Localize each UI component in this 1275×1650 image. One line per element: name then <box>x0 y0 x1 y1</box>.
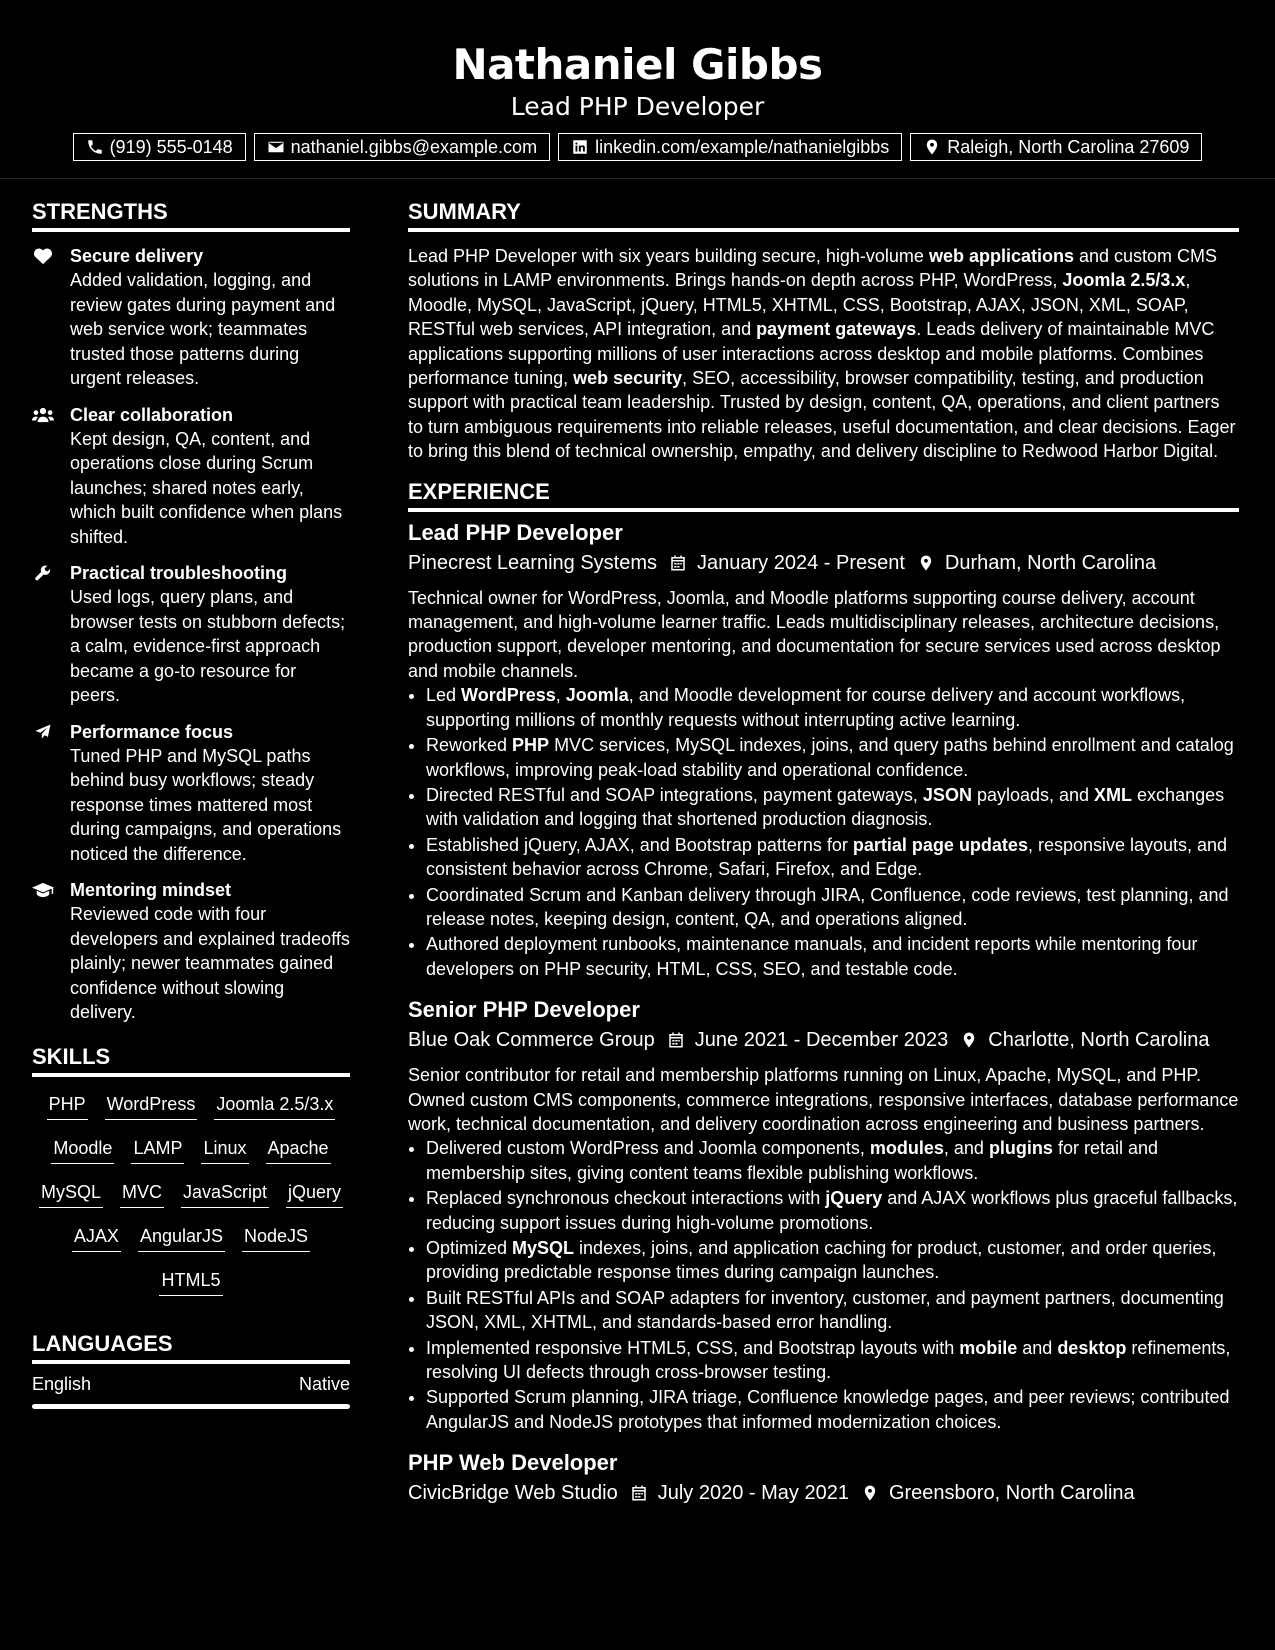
skills-list <box>32 1089 350 1296</box>
strength-title: Performance focus <box>70 721 234 742</box>
strength-item <box>32 878 350 1025</box>
phone-icon <box>86 138 104 156</box>
header-divider <box>0 178 1275 179</box>
contact-text: Raleigh, North Carolina 27609 <box>947 136 1190 157</box>
strength-description: Added validation, logging, and review gates during payment and web service work; teammates trusted those patterns during urgent releases. <box>70 270 336 388</box>
skill-tag: MVC <box>120 1180 164 1208</box>
skill-tag: Apache <box>266 1136 331 1164</box>
skill-tag: WordPress <box>105 1092 198 1120</box>
strength-description: Kept design, QA, content, and operations close during Scrum launches; shared notes early, which built confidence when plans shifted. <box>70 428 343 547</box>
strength-description: Tuned PHP and MySQL paths behind busy workflows; steady response times mattered most during campaigns, and operations noticed the difference. <box>70 745 342 864</box>
summary-text: Lead PHP Developer with six years building secure, high-volume web applications and custom CMS solutions in LAMP environments. Brings hands-on depth across PHP, WordPress, Joomla 2.5/3.x, Moodle, MySQL, JavaScript, jQuery, HTML5, XHTML, CSS, Bootstrap, AJAX, JSON, XML, SOAP, RESTful web services, API integration, and payment gateways. Leads delivery of maintainable MVC applications supporting millions of user interactions across desktop and mobile platforms. Combines performance tuning, web security, SEO, accessibility, browser compatibility, testing, and production support with practical team leadership. Trusted by design, content, QA, operations, and client partners to turn ambiguous requirements into reliable releases, useful documentation, and clear decisions. Eager to bring this blend of technical ownership, empathy, and delivery discipline to Redwood Harbor Digital. <box>408 246 1236 462</box>
map-pin-icon <box>948 1030 988 1050</box>
strength-item <box>32 244 350 391</box>
job-company: Pinecrest Learning Systems <box>408 551 658 574</box>
strength-item <box>32 720 350 867</box>
job-bullet: • Coordinated Scrum and Kanban delivery through JIRA, Confluence, code reviews, test planning, and release notes, keeping design, content, QA, and operations aligned. <box>426 883 1239 932</box>
skill-tag: LAMP <box>131 1136 184 1164</box>
job-company: Blue Oak Commerce Group <box>408 1029 655 1052</box>
strength-title: Mentoring mindset <box>70 880 231 900</box>
strength-item <box>32 561 350 708</box>
contact-map-pin[interactable] <box>910 133 1202 161</box>
left-column <box>32 198 350 1409</box>
right-column <box>408 198 1239 1522</box>
map-pin-icon <box>905 553 945 573</box>
job-entry <box>408 518 1239 982</box>
strength-description: Used logs, query plans, and browser tests on stubborn defects; a calm, evidence-first approach became a go-to resource for peers. <box>70 587 346 705</box>
skill-tag: HTML5 <box>159 1268 222 1296</box>
languages-heading: LANGUAGES <box>32 1330 350 1364</box>
graduation-cap-icon <box>32 878 56 1025</box>
skill-tag: PHP <box>47 1092 88 1120</box>
job-bullet: • Supported Scrum planning, JIRA triage, Confluence knowledge pages, and peer reviews; contributed AngularJS and NodeJS prototypes that informed modernization choices. <box>426 1385 1239 1434</box>
job-entry <box>408 995 1239 1434</box>
job-description: Technical owner for WordPress, Joomla, and Moodle platforms supporting course delivery, account management, and high-volume learner traffic. Leads multidisciplinary releases, architecture decisions, production support, developer mentoring, and documentation for secure services used across desktop and mobile channels. <box>408 587 1221 681</box>
paper-plane-icon <box>32 720 56 867</box>
skill-tag: AngularJS <box>138 1224 225 1252</box>
job-bullet: • Authored deployment runbooks, maintenance manuals, and incident reports while mentoring four developers on PHP security, HTML, CSS, SEO, and testable code. <box>426 932 1239 981</box>
job-meta <box>408 1478 1239 1508</box>
strength-item <box>32 403 350 550</box>
skill-tag: NodeJS <box>242 1224 310 1252</box>
job-bullet: • Reworked PHP MVC services, MySQL indexes, joins, and query paths behind enrollment and catalog workflows, improving peak-load stability and operational confidence. <box>426 733 1239 782</box>
calendar-icon <box>655 1030 695 1050</box>
job-description: Senior contributor for retail and membership platforms running on Linux, Apache, MySQL, and PHP. Owned custom CMS components, commerce integrations, responsive interfaces, database performance work, technical documentation, and delivery coordination across engineering and business partners. <box>408 1065 1239 1134</box>
calendar-icon <box>618 1483 658 1503</box>
job-dates: July 2020 - May 2021 <box>657 1482 849 1505</box>
contact-phone[interactable] <box>73 133 246 161</box>
contact-text: nathaniel.gibbs@example.com <box>290 136 538 157</box>
skill-tag: Moodle <box>51 1136 114 1164</box>
job-title: Lead PHP Developer <box>408 519 623 545</box>
skill-tag: MySQL <box>39 1180 103 1208</box>
skill-tag: Joomla 2.5/3.x <box>214 1092 335 1120</box>
skill-tag: Linux <box>201 1136 248 1164</box>
job-location: Greensboro, North Carolina <box>888 1482 1135 1505</box>
candidate-title: Lead PHP Developer <box>510 92 765 121</box>
resume-header <box>0 0 1275 161</box>
contact-text: linkedin.com/example/nathanielgibbs <box>595 136 890 157</box>
linkedin-icon <box>571 138 589 156</box>
heart-icon <box>32 244 56 391</box>
job-title: Senior PHP Developer <box>408 997 640 1023</box>
job-bullet: • Built RESTful APIs and SOAP adapters for inventory, customer, and payment partners, documenting JSON, XML, XHTML, and standards-based error handling. <box>426 1286 1239 1335</box>
job-bullets <box>408 683 1239 981</box>
job-entry <box>408 1448 1239 1508</box>
language-level: Native <box>298 1373 350 1394</box>
skill-tag: jQuery <box>286 1180 343 1208</box>
strengths-list <box>32 244 350 1025</box>
job-title: PHP Web Developer <box>408 1450 618 1476</box>
skills-heading: SKILLS <box>32 1043 350 1077</box>
job-meta <box>408 548 1239 578</box>
experience-list <box>408 518 1239 1509</box>
job-bullet: • Optimized MySQL indexes, joins, and application caching for product, customer, and order queries, providing predictable response times during campaign launches. <box>426 1236 1239 1285</box>
contact-linkedin[interactable] <box>558 133 902 161</box>
languages-list <box>32 1368 350 1409</box>
language-item <box>32 1368 350 1396</box>
job-location: Durham, North Carolina <box>944 551 1157 574</box>
job-dates: January 2024 - Present <box>697 551 905 574</box>
skill-tag: JavaScript <box>181 1180 269 1208</box>
job-bullet: • Replaced synchronous checkout interactions with jQuery and AJAX workflows plus graceful fallbacks, reducing support issues during high-volume promotions. <box>426 1186 1239 1235</box>
skill-tag: AJAX <box>72 1224 121 1252</box>
contact-envelope[interactable] <box>254 133 550 161</box>
job-bullets <box>408 1136 1239 1434</box>
job-meta <box>408 1025 1239 1055</box>
job-bullet: • Delivered custom WordPress and Joomla components, modules, and plugins for retail and membership sites, giving content teams flexible publishing workflows. <box>426 1136 1239 1185</box>
job-bullet: • Established jQuery, AJAX, and Bootstrap patterns for partial page updates, responsive layouts, and consistent behavior across Chrome, Safari, Firefox, and Edge. <box>426 833 1239 882</box>
contact-text: (919) 555-0148 <box>109 136 233 157</box>
job-bullet: • Led WordPress, Joomla, and Moodle development for course delivery and account workflows, supporting millions of monthly requests without interrupting active learning. <box>426 683 1239 732</box>
job-company: CivicBridge Web Studio <box>408 1482 618 1505</box>
map-pin-icon <box>923 138 941 156</box>
strengths-heading: STRENGTHS <box>32 198 350 232</box>
job-location: Charlotte, North Carolina <box>988 1029 1210 1052</box>
envelope-icon <box>267 138 285 156</box>
language-name: English <box>32 1373 92 1394</box>
language-proficiency-bar <box>32 1404 350 1409</box>
summary-heading: SUMMARY <box>408 198 1239 232</box>
job-bullet: • Directed RESTful and SOAP integrations, payment gateways, JSON payloads, and XML exchanges with validation and logging that shortened production diagnosis. <box>426 783 1239 832</box>
map-pin-icon <box>849 1483 889 1503</box>
strength-title: Practical troubleshooting <box>70 563 288 583</box>
calendar-icon <box>657 553 697 573</box>
job-dates: June 2021 - December 2023 <box>694 1029 949 1052</box>
wrench-icon <box>32 561 56 708</box>
job-bullet: • Implemented responsive HTML5, CSS, and Bootstrap layouts with mobile and desktop refinements, resolving UI defects through cross-browser testing. <box>426 1336 1239 1385</box>
strength-title: Secure delivery <box>70 246 204 266</box>
users-icon <box>32 403 56 550</box>
experience-heading: EXPERIENCE <box>408 478 1239 512</box>
contact-bar <box>0 133 1275 161</box>
strength-title: Clear collaboration <box>70 404 234 425</box>
strength-description: Reviewed code with four developers and explained tradeoffs plainly; newer teammates gained confidence without slowing delivery. <box>70 904 350 1022</box>
candidate-name: Nathaniel Gibbs <box>452 40 823 89</box>
